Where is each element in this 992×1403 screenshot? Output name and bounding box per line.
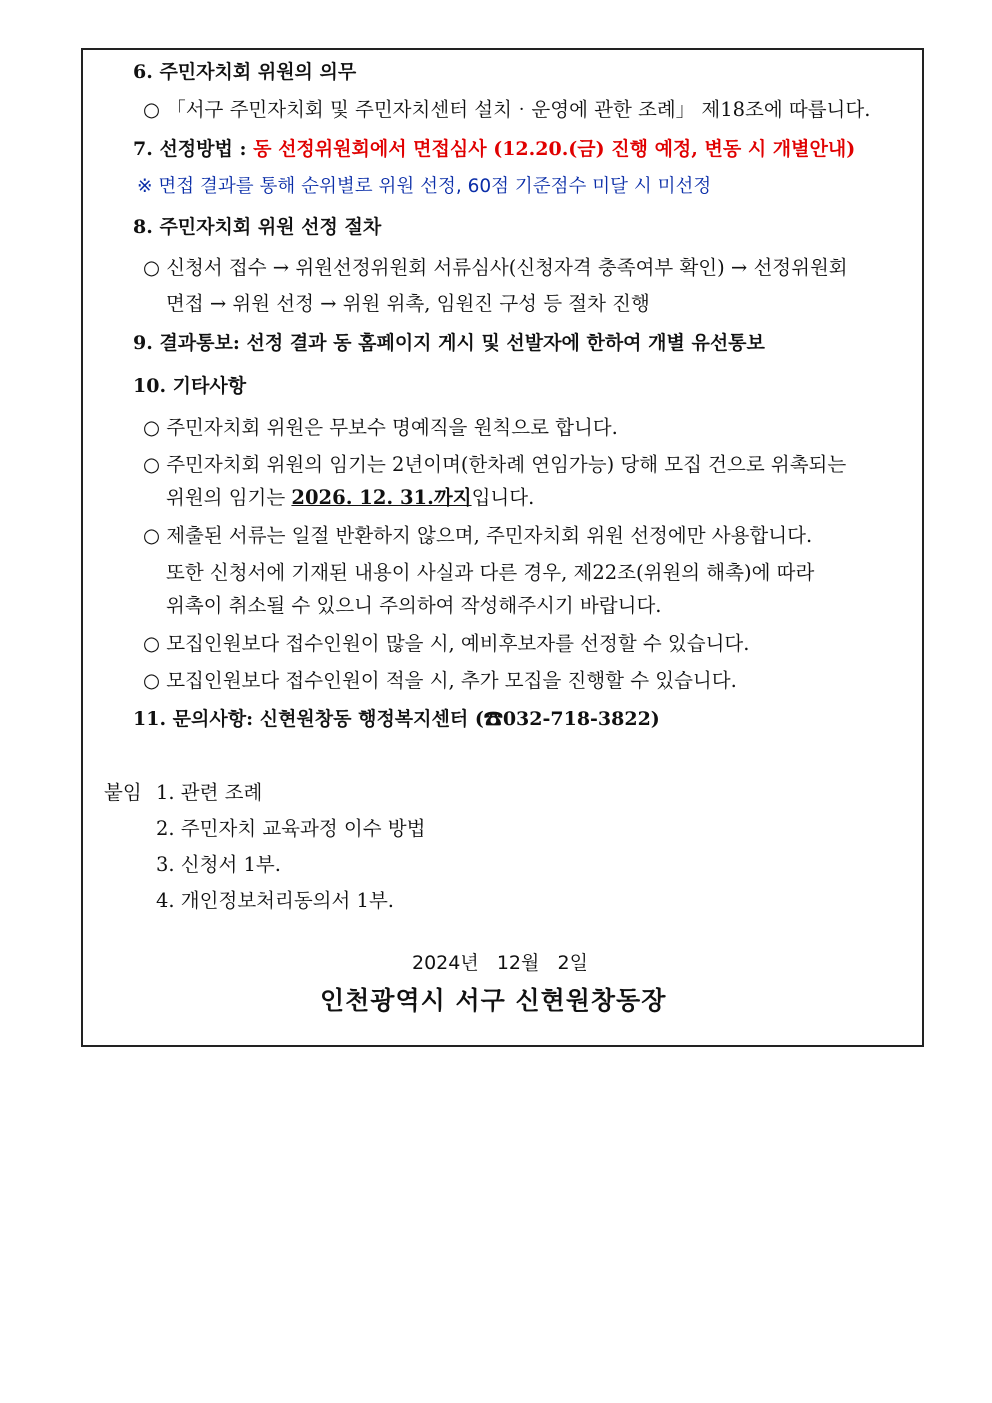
section-10-bullet-1: ○ 주민자치회 위원은 무보수 명예직을 원칙으로 합니다. [143, 416, 618, 439]
section-10-bullet-2b [166, 485, 534, 511]
section-10-title: 10. 기타사항 [133, 375, 247, 397]
section-10-bullet-3a: ○ 제출된 서류는 일절 반환하지 않으며, 주민자치회 위원 선정에만 사용합니다. [143, 524, 813, 547]
issuer-signature: 인천광역시 서구 신현원창동장 [320, 986, 667, 1015]
issue-date: 2024년 12월 2일 [412, 952, 588, 974]
section-10-bullet-3b: 또한 신청서에 기재된 내용이 사실과 다른 경우, 제22조(위원의 해촉)에 따라 [166, 561, 815, 584]
section-7-note: ※ 면접 결과를 통해 순위별로 위원 선정, 60점 기준점수 미달 시 미선정 [137, 176, 712, 197]
section-10-bullet-3c: 위촉이 취소될 수 있으니 주의하여 작성해주시기 바랍니다. [166, 594, 662, 617]
section-11: 11. 문의사항: 신현원창동 행정복지센터 (☎032-718-3822) [133, 708, 660, 730]
section-10-bullet-2a: ○ 주민자치회 위원의 임기는 2년이며(한차례 연임가능) 당해 모집 건으로 위촉되는 [143, 453, 847, 476]
section-6-bullet-1: ○ 「서구 주민자치회 및 주민자치센터 설치‧운영에 관한 조례」 제18조에 따릅니다. [143, 98, 871, 121]
section-7 [133, 136, 855, 162]
section-6-title: 6. 주민자치회 위원의 의무 [133, 61, 357, 83]
term-end-date: 2026. 12. 31.까지 [291, 486, 472, 509]
section-7-detail: 동 선정위원회에서 면접심사 (12.20.(금) 진행 예정, 변동 시 개별안내) [253, 138, 856, 160]
section-10-bullet-5: ○ 모집인원보다 접수인원이 적을 시, 추가 모집을 진행할 수 있습니다. [143, 669, 737, 692]
term-suffix: 입니다. [471, 486, 535, 509]
section-9: 9. 결과통보: 선정 결과 동 홈페이지 게시 및 선발자에 한하여 개별 유선통보 [133, 332, 765, 354]
attachment-item-2: 2. 주민자치 교육과정 이수 방법 [156, 817, 426, 840]
attachment-label: 붙임 [104, 781, 142, 804]
section-10-bullet-4: ○ 모집인원보다 접수인원이 많을 시, 예비후보자를 선정할 수 있습니다. [143, 632, 750, 655]
section-8-bullet-1a: ○ 신청서 접수 → 위원선정위원회 서류심사(신청자격 충족여부 확인) → 선정위원회 [143, 256, 848, 279]
attachment-item-4: 4. 개인정보처리동의서 1부. [156, 889, 394, 912]
attachment-item-3: 3. 신청서 1부. [156, 853, 281, 876]
term-prefix: 위원의 임기는 [166, 486, 292, 509]
section-7-label: 7. 선정방법 : [133, 138, 254, 160]
section-8-title: 8. 주민자치회 위원 선정 절차 [133, 216, 382, 238]
attachment-item-1: 1. 관련 조례 [156, 781, 263, 804]
section-8-bullet-1b: 면접 → 위원 선정 → 위원 위촉, 임원진 구성 등 절차 진행 [166, 292, 650, 315]
